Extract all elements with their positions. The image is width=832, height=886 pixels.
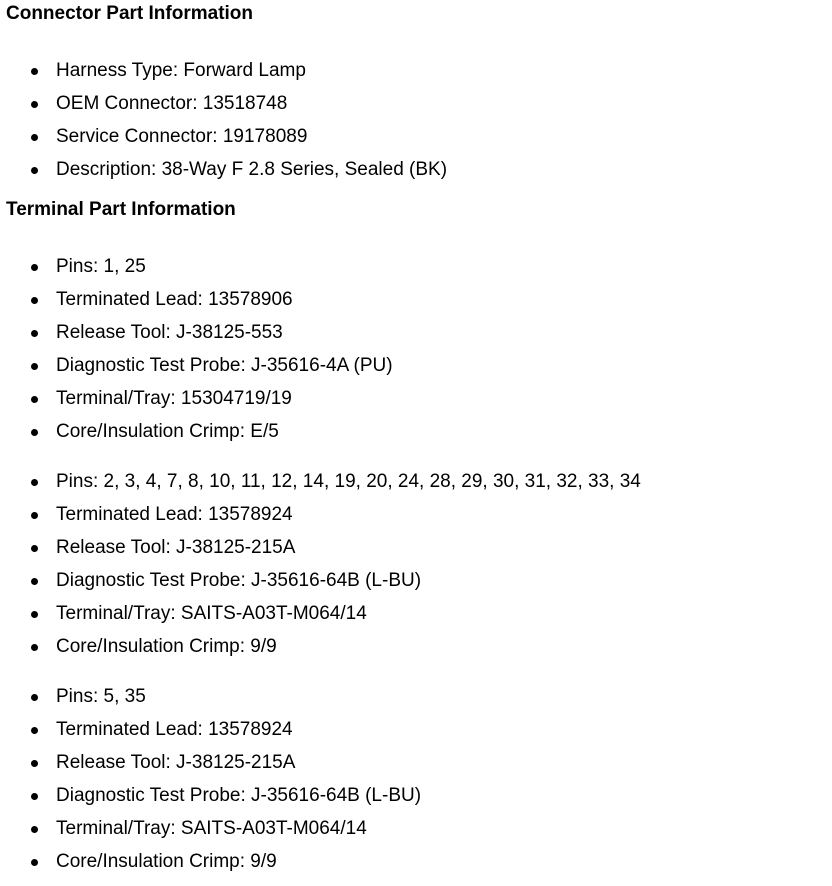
list-item-text: Service Connector: 19178089 bbox=[56, 126, 308, 147]
list-item-text: Terminated Lead: 13578906 bbox=[56, 289, 293, 310]
list-item bbox=[0, 54, 447, 87]
bullet-icon bbox=[31, 611, 38, 618]
list-item bbox=[0, 713, 641, 746]
list-item-text: Terminal/Tray: 15304719/19 bbox=[56, 388, 292, 409]
terminal-part-information-groups bbox=[0, 250, 641, 878]
list-item bbox=[0, 597, 641, 630]
group-separator bbox=[0, 663, 641, 680]
list-item bbox=[0, 153, 447, 186]
bullet-icon bbox=[31, 727, 38, 734]
list-item-text: Pins: 2, 3, 4, 7, 8, 10, 11, 12, 14, 19, 20, 24, 28, 29, 30, 31, 32, 33, 34 bbox=[56, 471, 641, 492]
list-item bbox=[0, 845, 641, 878]
list-item-text: Harness Type: Forward Lamp bbox=[56, 60, 306, 81]
group-separator bbox=[0, 448, 641, 465]
list-item bbox=[0, 564, 641, 597]
bullet-icon bbox=[31, 264, 38, 271]
bullet-icon bbox=[31, 578, 38, 585]
list-item bbox=[0, 382, 641, 415]
bullet-icon bbox=[31, 330, 38, 337]
list-item bbox=[0, 812, 641, 845]
list-item bbox=[0, 746, 641, 779]
list-item-text: Description: 38-Way F 2.8 Series, Sealed (BK) bbox=[56, 159, 448, 180]
bullet-icon bbox=[31, 859, 38, 866]
terminal-part-information-heading: Terminal Part Information bbox=[6, 199, 236, 220]
list-item bbox=[0, 531, 641, 564]
bullet-icon bbox=[31, 68, 38, 75]
bullet-icon bbox=[31, 793, 38, 800]
bullet-icon bbox=[31, 134, 38, 141]
list-item bbox=[0, 779, 641, 812]
bullet-icon bbox=[31, 429, 38, 436]
list-item bbox=[0, 630, 641, 663]
list-item bbox=[0, 250, 641, 283]
list-item-text: Core/Insulation Crimp: 9/9 bbox=[56, 851, 277, 872]
bullet-icon bbox=[31, 545, 38, 552]
list-item-text: Core/Insulation Crimp: E/5 bbox=[56, 421, 279, 442]
list-item-text: Core/Insulation Crimp: 9/9 bbox=[56, 636, 277, 657]
list-item bbox=[0, 498, 641, 531]
list-item-text: Release Tool: J-38125-215A bbox=[56, 752, 296, 773]
list-item-text: Release Tool: J-38125-215A bbox=[56, 537, 296, 558]
bullet-icon bbox=[31, 363, 38, 370]
list-item bbox=[0, 283, 641, 316]
list-item bbox=[0, 87, 447, 120]
list-item-text: Terminated Lead: 13578924 bbox=[56, 504, 293, 525]
list-item-text: Diagnostic Test Probe: J-35616-4A (PU) bbox=[56, 355, 393, 376]
connector-part-information-heading: Connector Part Information bbox=[6, 3, 254, 24]
list-item-text: Pins: 5, 35 bbox=[56, 686, 146, 707]
bullet-icon bbox=[31, 297, 38, 304]
list-item-text: Diagnostic Test Probe: J-35616-64B (L-BU) bbox=[56, 570, 422, 591]
list-item-text: Terminated Lead: 13578924 bbox=[56, 719, 293, 740]
bullet-icon bbox=[31, 396, 38, 403]
list-item bbox=[0, 415, 641, 448]
list-item bbox=[0, 349, 641, 382]
list-item bbox=[0, 680, 641, 713]
bullet-icon bbox=[31, 826, 38, 833]
bullet-icon bbox=[31, 760, 38, 767]
list-item bbox=[0, 120, 447, 153]
bullet-icon bbox=[31, 644, 38, 651]
terminal-group bbox=[0, 250, 641, 448]
bullet-icon bbox=[31, 167, 38, 174]
list-item-text: Terminal/Tray: SAITS-A03T-M064/14 bbox=[56, 818, 367, 839]
list-item-text: Release Tool: J-38125-553 bbox=[56, 322, 283, 343]
connector-part-information-list bbox=[0, 54, 447, 186]
list-item bbox=[0, 316, 641, 349]
list-item-text: Terminal/Tray: SAITS-A03T-M064/14 bbox=[56, 603, 367, 624]
list-item-text: Diagnostic Test Probe: J-35616-64B (L-BU) bbox=[56, 785, 422, 806]
terminal-group bbox=[0, 465, 641, 663]
list-item-text: OEM Connector: 13518748 bbox=[56, 93, 288, 114]
list-item-text: Pins: 1, 25 bbox=[56, 256, 146, 277]
list-item bbox=[0, 465, 641, 498]
terminal-group bbox=[0, 680, 641, 878]
bullet-icon bbox=[31, 694, 38, 701]
bullet-icon bbox=[31, 479, 38, 486]
bullet-icon bbox=[31, 101, 38, 108]
bullet-icon bbox=[31, 512, 38, 519]
